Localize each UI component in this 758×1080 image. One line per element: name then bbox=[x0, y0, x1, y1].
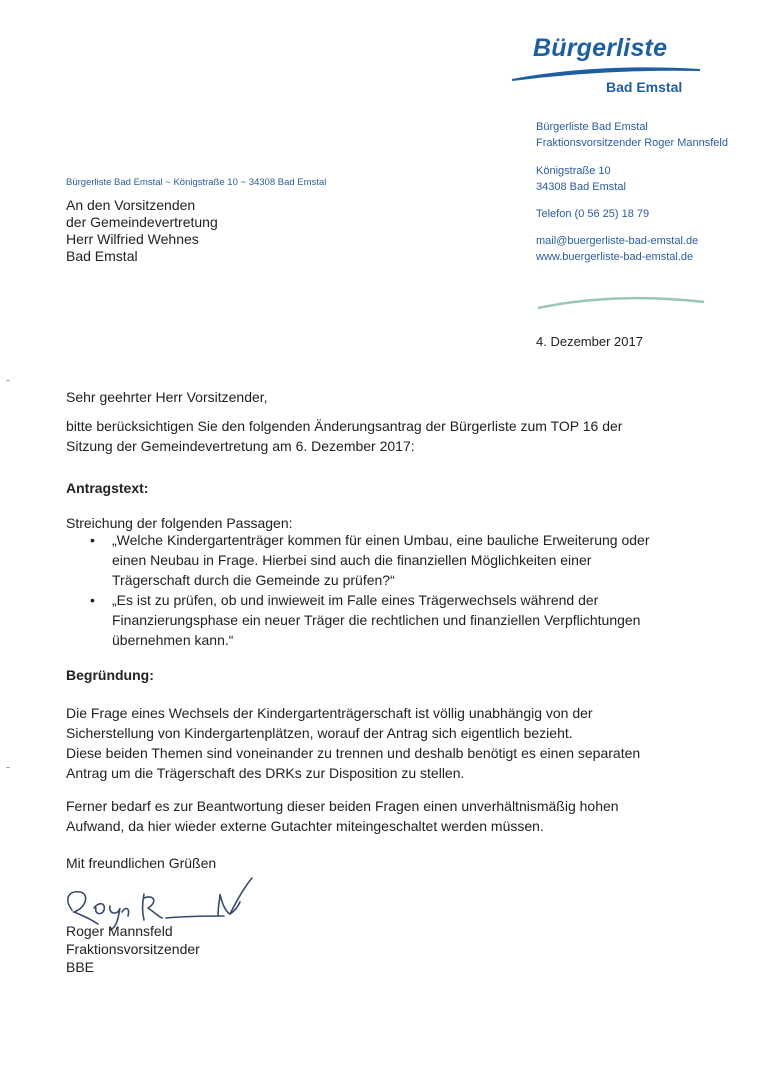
list-item-line: Finanzierungsphase ein neuer Träger die rechtlichen und finanziellen Verpflichtungen bbox=[112, 612, 641, 628]
letter-date: 4. Dezember 2017 bbox=[536, 334, 643, 349]
sender-org: Bürgerliste Bad Emstal bbox=[536, 121, 648, 133]
section-heading-begruendung: Begründung: bbox=[66, 667, 154, 683]
intro-paragraph bbox=[66, 416, 622, 456]
logo-subtitle: Bad Emstal bbox=[606, 79, 683, 95]
sender-person: Fraktionsvorsitzender Roger Mannsfeld bbox=[536, 137, 728, 149]
intro-line: Sitzung der Gemeindevertretung am 6. Dezember 2017: bbox=[66, 438, 415, 454]
recipient-address bbox=[66, 197, 218, 265]
section-heading-antragstext: Antragstext: bbox=[66, 480, 149, 496]
paragraph-line: Sicherstellung von Kindergartenplätzen, worauf der Antrag sich eigentlich bezieht. bbox=[66, 725, 573, 741]
sender-email[interactable]: mail@buergerliste-bad-emstal.de bbox=[536, 235, 699, 247]
list-item bbox=[66, 530, 649, 590]
sender-street: Königstraße 10 bbox=[536, 165, 611, 177]
list-item-line: einen Neubau in Frage. Hierbei sind auch die finanziellen Möglichkeiten einer bbox=[112, 552, 592, 568]
fold-mark bbox=[6, 767, 10, 768]
list-item bbox=[66, 590, 649, 650]
bullet-icon: • bbox=[90, 592, 95, 608]
recipient-line: der Gemeindevertretung bbox=[66, 214, 218, 230]
list-item-line: „Es ist zu prüfen, ob und inwieweit im Falle eines Trägerwechsels während der bbox=[112, 592, 599, 608]
deletion-list bbox=[66, 530, 649, 650]
sender-phone: Telefon (0 56 25) 18 79 bbox=[536, 208, 650, 220]
list-item-line: Trägerschaft durch die Gemeinde zu prüfen?“ bbox=[112, 572, 395, 588]
fold-mark bbox=[6, 380, 10, 381]
paragraph-line: Die Frage eines Wechsels der Kindergartenträgerschaft ist völlig unabhängig von der bbox=[66, 705, 593, 721]
recipient-line: An den Vorsitzenden bbox=[66, 197, 196, 213]
list-item-line: übernehmen kann.“ bbox=[112, 632, 234, 648]
sender-website[interactable]: www.buergerliste-bad-emstal.de bbox=[536, 251, 694, 263]
signatory-block bbox=[66, 922, 200, 976]
paragraph-line: Antrag um die Trägerschaft des DRKs zur Disposition zu stellen. bbox=[66, 765, 465, 781]
signatory-title: Fraktionsvorsitzender bbox=[66, 941, 200, 957]
reasoning-paragraph-2 bbox=[66, 796, 619, 836]
decorative-swoosh bbox=[536, 292, 706, 312]
return-address-line: Bürgerliste Bad Emstal ~ Königstraße 10 ~ 34308 Bad Emstal bbox=[66, 177, 327, 188]
intro-line: bitte berücksichtigen Sie den folgenden Änderungsantrag der Bürgerliste zum TOP 16 der bbox=[66, 418, 623, 434]
bullet-icon: • bbox=[90, 532, 95, 548]
recipient-line: Herr Wilfried Wehnes bbox=[66, 231, 199, 247]
sender-city: 34308 Bad Emstal bbox=[536, 181, 626, 193]
logo-title: Bürgerliste bbox=[533, 34, 668, 62]
recipient-line: Bad Emstal bbox=[66, 248, 138, 264]
closing-phrase: Mit freundlichen Grüßen bbox=[66, 855, 217, 871]
paragraph-line: Ferner bedarf es zur Beantwortung dieser beiden Fragen einen unverhältnismäßig hohen bbox=[66, 798, 619, 814]
paragraph-line: Diese beiden Themen sind voneinander zu trennen und deshalb benötigt es einen separaten bbox=[66, 745, 641, 761]
list-item-line: „Welche Kindergartenträger kommen für einen Umbau, eine bauliche Erweiterung oder bbox=[112, 532, 650, 548]
signatory-name: Roger Mannsfeld bbox=[66, 923, 173, 939]
salutation: Sehr geehrter Herr Vorsitzender, bbox=[66, 389, 268, 405]
section-lead: Streichung der folgenden Passagen: bbox=[66, 515, 293, 531]
reasoning-paragraph-1 bbox=[66, 703, 640, 783]
paragraph-line: Aufwand, da hier wieder externe Gutachter miteingeschaltet werden müssen. bbox=[66, 818, 544, 834]
signatory-org: BBE bbox=[66, 959, 95, 975]
